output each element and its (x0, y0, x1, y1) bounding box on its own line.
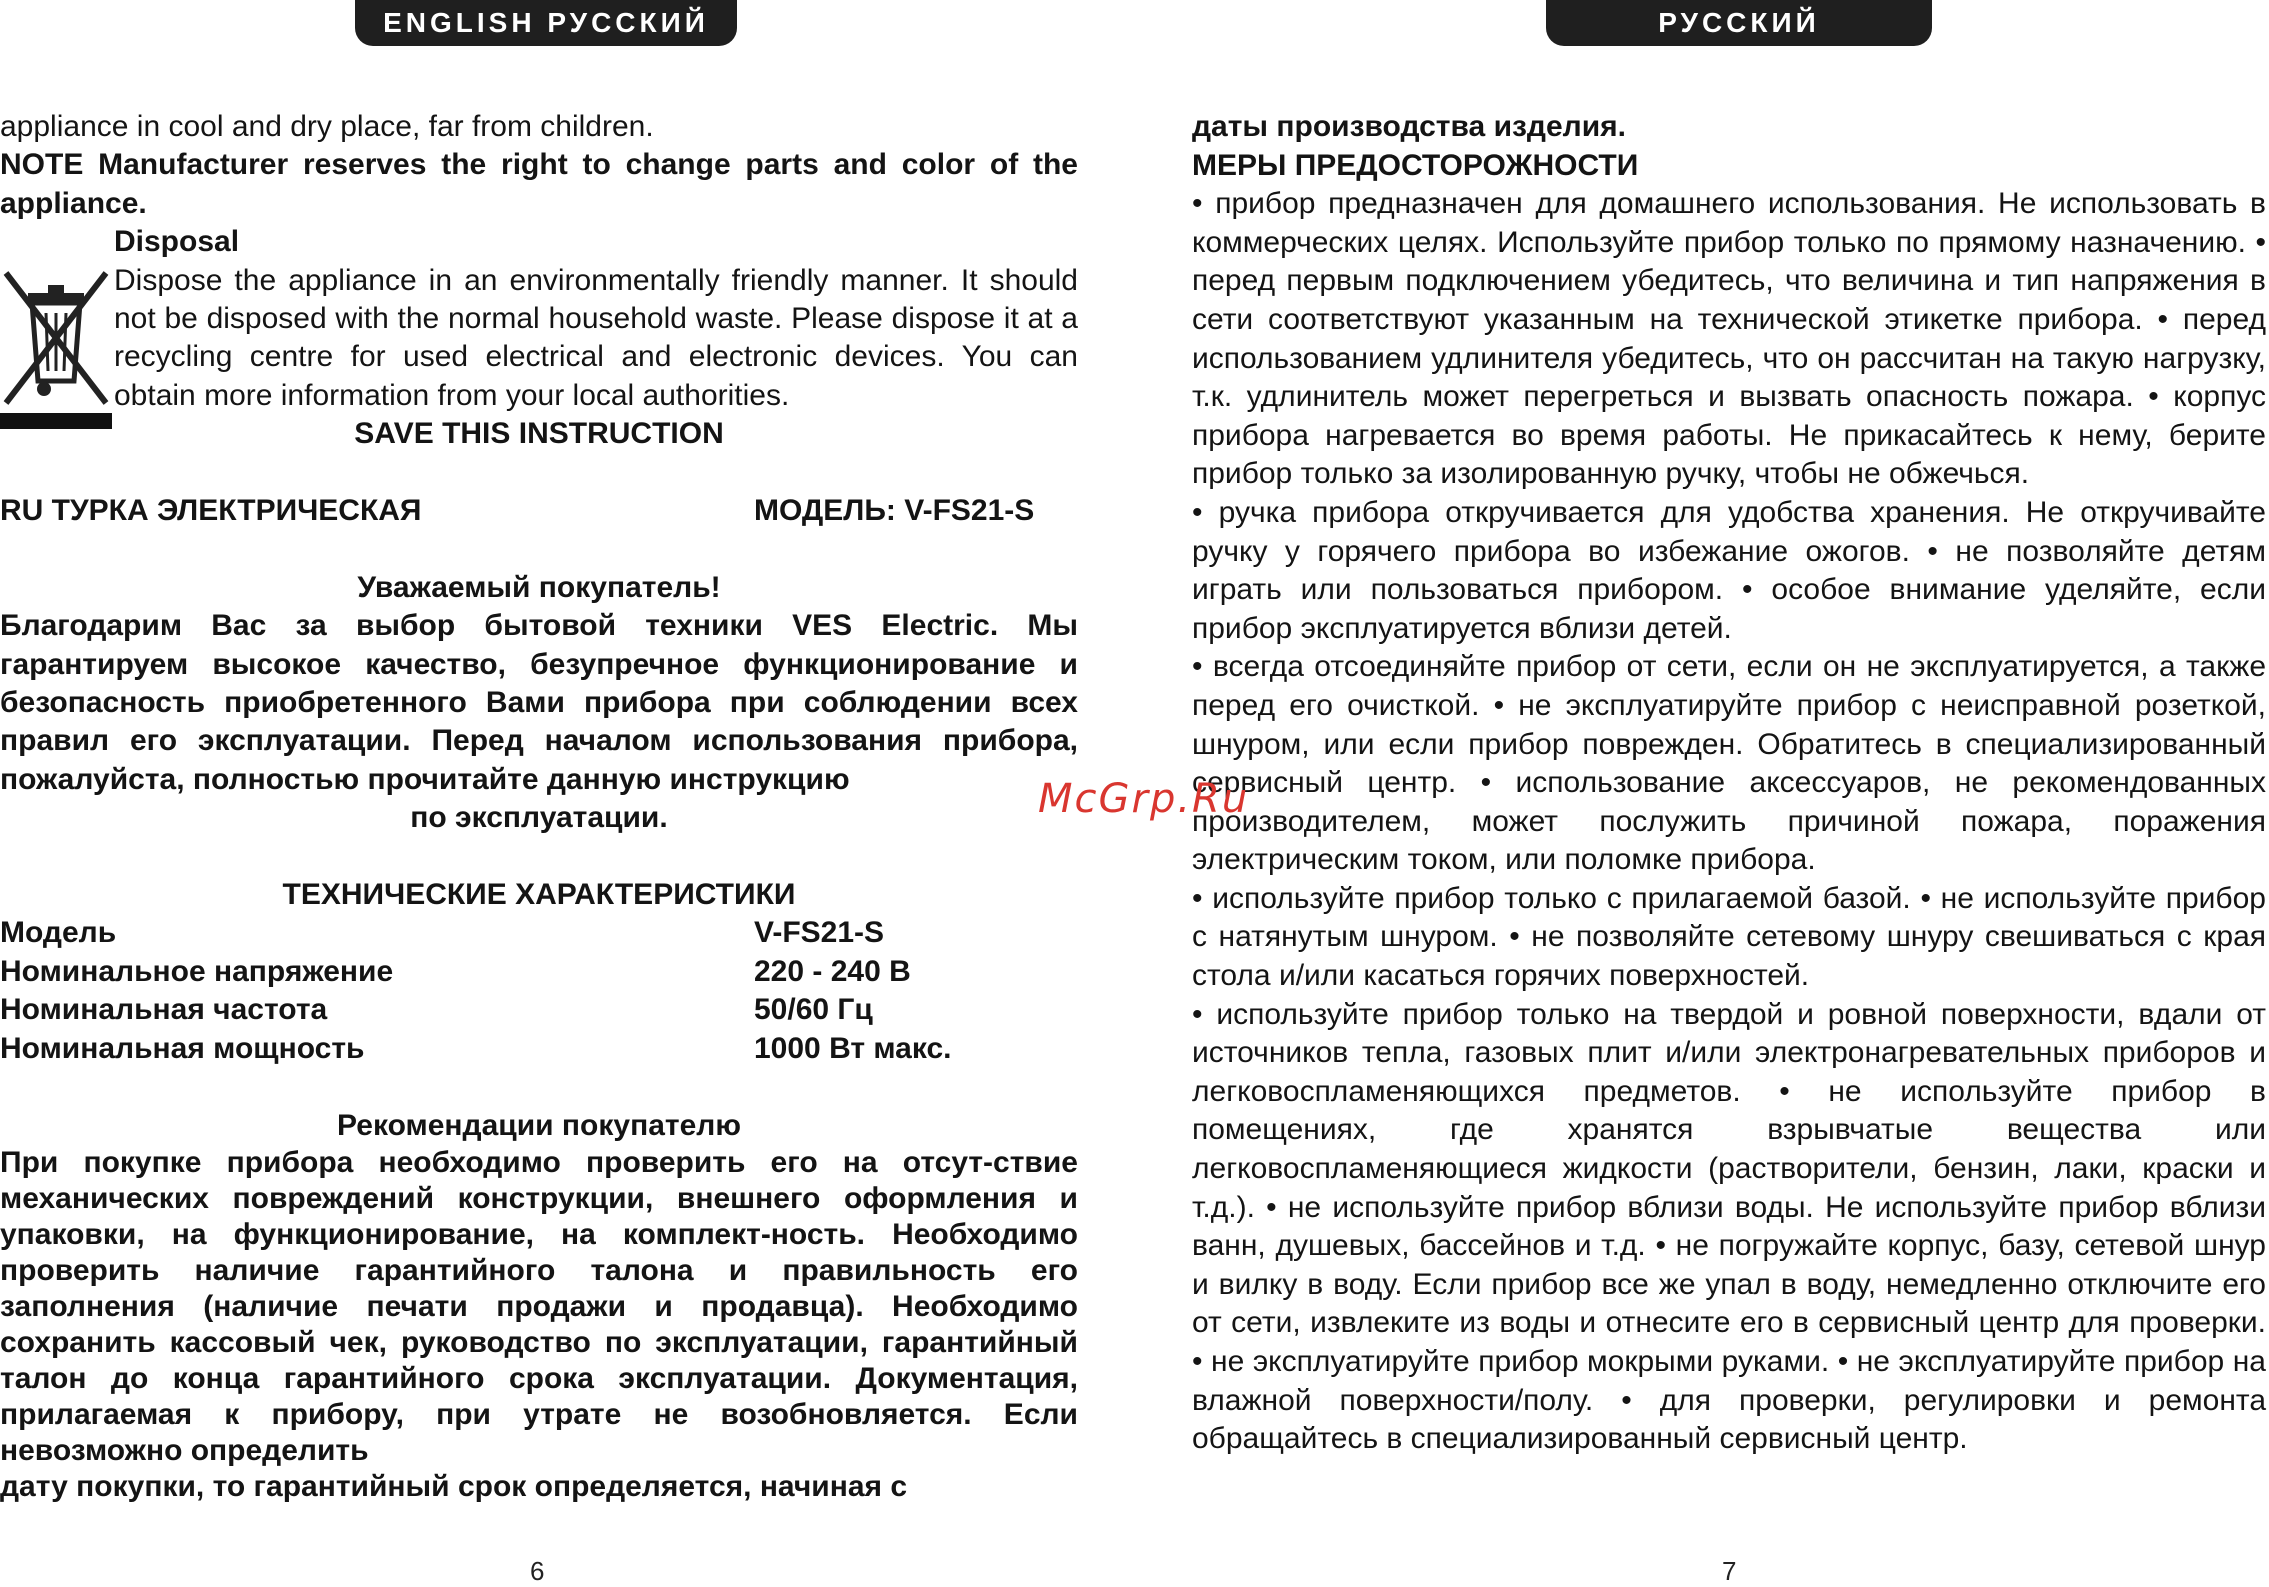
specs-title: ТЕХНИЧЕСКИЕ ХАРАКТЕРИСТИКИ (282, 878, 796, 912)
disposal-text: Dispose the appliance in an environmentally friendly manner. It should not be disposed with the normal household waste. Please dispose it at a recycling centre for used electrical and electronic devices. You can obtain more information from your local authorities. (114, 263, 1078, 412)
disposal-section (0, 223, 1078, 415)
safety-title: МЕРЫ ПРЕДОСТОРОЖНОСТИ (1192, 148, 1639, 182)
spec-row (0, 914, 1078, 952)
page-number-left: 6 (530, 1556, 545, 1586)
disposal-title: Disposal (114, 225, 240, 259)
product-title-row (0, 492, 1078, 530)
spec-row (0, 991, 1078, 1029)
safety-paragraph: • всегда отсоединяйте прибор от сети, если он не эксплуатируется, а также перед его очисткой. • не эксплуатируйте прибор с неисправной розеткой, шнуром, или если прибор поврежден. Обратитесь в специализированный сервисный центр. • использование аксессуаров, не рекомендованных производителем, может послужить причиной пожара, поражения электрическим током, или поломке прибора. (1192, 650, 2266, 877)
thanks-tail: по эксплуатации. (410, 801, 668, 835)
spec-value: 50/60 Гц (754, 993, 873, 1027)
site-watermark: McGrp.Ru (1038, 776, 1250, 822)
safety-paragraph: • используйте прибор только на твердой и ровной поверхности, вдали от источников тепла, газовых плит и/или электронагревательных приборов и легковоспламеняющихся предметов. • не используйте прибор в помещениях, где хранятся взрывчатые вещества или легковоспламеняющиеся жидкости (растворители, бензин, лаки, краски и т.д.). • не используйте прибор вблизи воды. Не используйте прибор вблизи ванн, душевых, бассейнов и т.д. • не погружайте корпус, базу, сетевой шнур и вилку в воду. Если прибор все же упал в воду, немедленно отключите его от сети, извлеките из воды и отнесите его в сервисный центр для проверки. • не эксплуатируйте прибор мокрыми руками. • не эксплуатируйте прибор на влажной поверхности/полу. • для проверки, регулировки и ремонта обращайтесь в специализированный сервисный центр. (1192, 997, 2266, 1456)
thanks-paragraph: Благодарим Вас за выбор бытовой техники VES Electric. Мы гарантируем высокое качество, безупречное функционирование и безопасность приобретенного Вами прибора при соблюдении всех правил его эксплуатации. Перед началом использования прибора, пожалуйста, полностью прочитайте данную инструкцию (0, 609, 1078, 796)
save-instruction-heading: SAVE THIS INSTRUCTION (354, 417, 724, 451)
recommendations-title: Рекомендации покупателю (337, 1108, 741, 1142)
language-tab-right: РУССКИЙ (1546, 0, 1932, 46)
spec-label: Номинальная мощность (0, 1031, 365, 1065)
spec-label: Модель (0, 916, 117, 950)
safety-paragraph: • прибор предназначен для домашнего использования. Не использовать в коммерческих целях. Используйте прибор только по прямому назначению. • перед первым подключением убедитесь, что величина и тип напряжения в сети соответствуют указанным на технической этикетке прибора. • перед использованием удлинителя убедитесь, что он рассчитан на такую нагрузку, т.к. удлинитель может перегреться и вызвать опасность пожара. • корпус прибора нагревается во время работы. Не прикасайтесь к нему, берите прибор только за изолированную ручку, чтобы не обжечься. (1192, 187, 2266, 491)
crossed-out-wheelie-bin-icon (0, 263, 112, 431)
left-page (0, 108, 1078, 1505)
spec-label: Номинальная частота (0, 993, 328, 1027)
intro-line: appliance in cool and dry place, far from children. (0, 110, 654, 143)
recommendations-last-line: дату покупки, то гарантийный срок определяется, начиная с (0, 1469, 908, 1503)
spec-label: Номинальное напряжение (0, 954, 394, 988)
production-date-line: даты производства изделия. (1192, 110, 1626, 143)
product-title: RU ТУРКА ЭЛЕКТРИЧЕСКАЯ (0, 494, 422, 528)
greeting: Уважаемый покупатель! (357, 570, 721, 604)
right-page (1192, 108, 2266, 1459)
page-number-right: 7 (1722, 1556, 1737, 1586)
safety-paragraph: • используйте прибор только с прилагаемой базой. • не используйте прибор с натянутым шнуром. • не позволяйте сетевому шнуру свешиваться с края стола и/или касаться горячих поверхностей. (1192, 881, 2266, 993)
spec-value: 220 - 240 В (754, 954, 911, 988)
recommendations-text: При покупке прибора необходимо проверить его на отсут-ствие механических повреждений конструкции, внешнего оформления и упаковки, на функционирование, на комплект-ность. Необходимо проверить наличие гарантийного талона и правильность его заполнения (наличие печати продажи и продавца). Необходимо сохранить кассовый чек, руководство по эксплуатации, гарантийный талон до конца гарантийного срока эксплуатации. Документация, прилагаемая к прибору, при утрате не возобновляется. Если невозможно определить (0, 1145, 1078, 1467)
manufacturer-note: NOTE Manufacturer reserves the right to change parts and color of the appliance. (0, 148, 1078, 220)
spec-value: 1000 Вт макс. (754, 1031, 952, 1065)
language-tab-left: ENGLISH РУССКИЙ (355, 0, 737, 46)
spec-row (0, 953, 1078, 991)
spec-value: V-FS21-S (754, 916, 885, 950)
model-label: МОДЕЛЬ: V-FS21-S (754, 494, 1035, 528)
spec-row (0, 1030, 1078, 1068)
safety-paragraph: • ручка прибора откручивается для удобства хранения. Не откручивайте ручку у горячего прибора во избежание ожогов. • не позволяйте детям играть или пользоваться прибором. • особое внимание уделяйте, если прибор эксплуатируется вблизи детей. (1192, 495, 2266, 645)
